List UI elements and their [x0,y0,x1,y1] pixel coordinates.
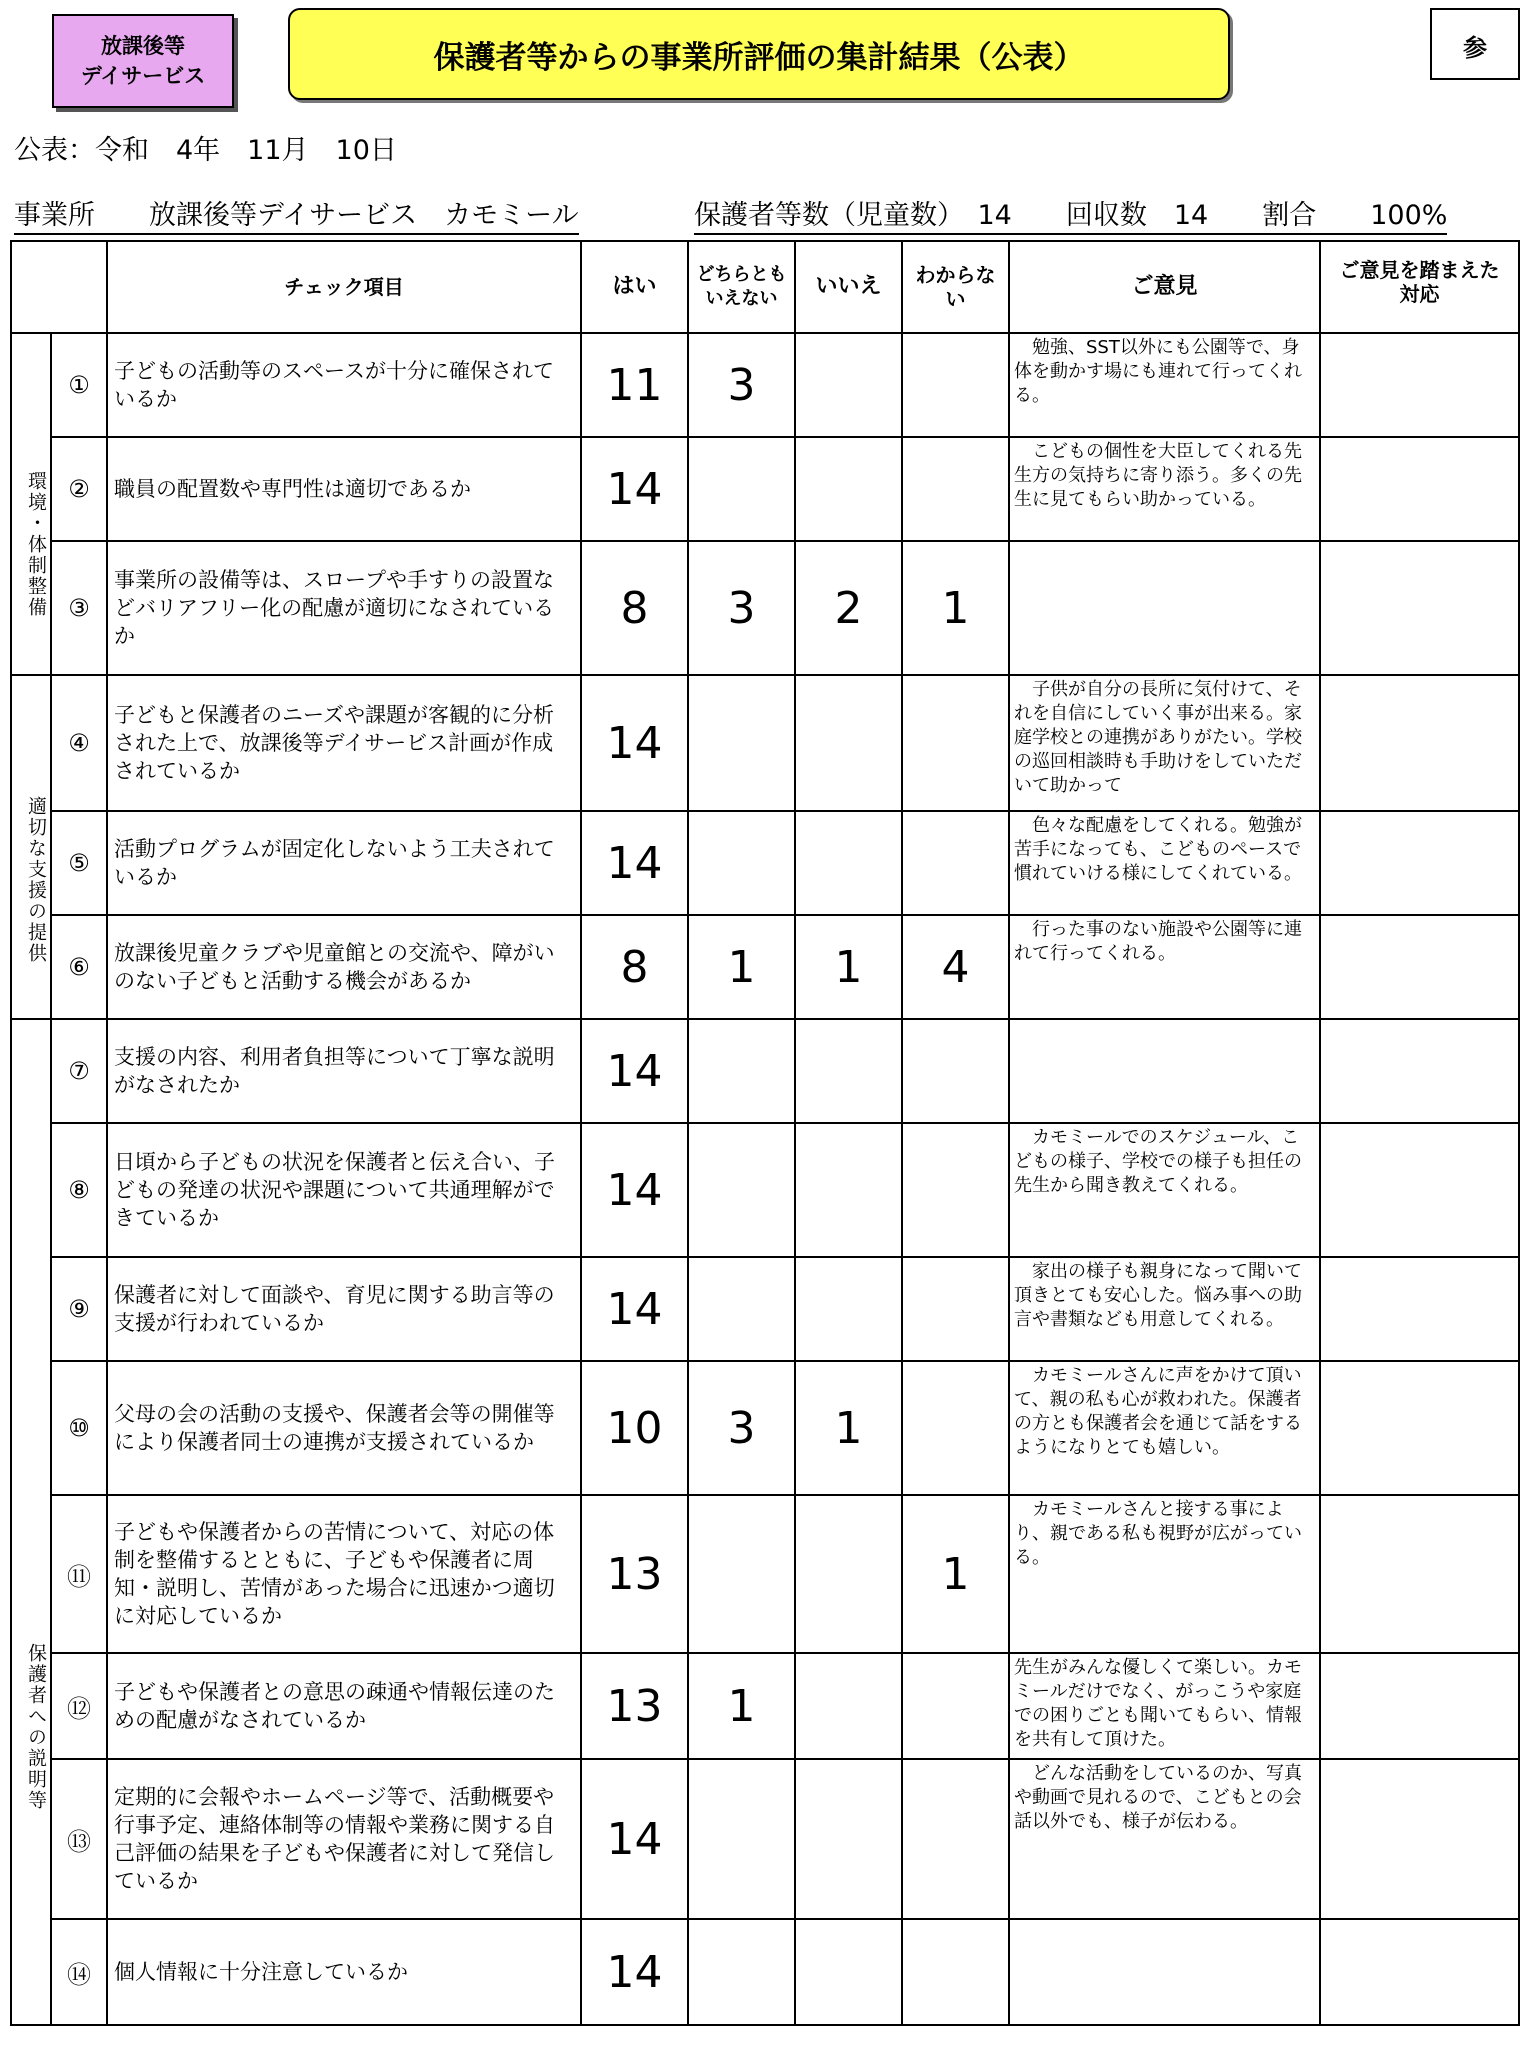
count-neither [688,1257,795,1361]
check-item: 支援の内容、利用者負担等について丁寧な説明がなされたか [107,1019,581,1123]
count-yes: 14 [581,1123,688,1257]
opinion-text: こどもの個性を大臣してくれる先生方の気持ちに寄り添う。多くの先生に見てもらい助かっている。 [1014,441,1302,510]
count-no [795,437,902,541]
table-row [11,915,1519,1019]
count-no: 1 [795,1361,902,1495]
evaluation-table [10,240,1520,2026]
count-neither [688,437,795,541]
count-yes: 14 [581,437,688,541]
response-cell [1320,1919,1519,2025]
row-number: ⑪ [51,1495,107,1653]
row-number: ⑭ [51,1919,107,2025]
count-unknown: 1 [902,1495,1009,1653]
opinion-cell [1009,437,1320,541]
opinion-cell [1009,1759,1320,1919]
response-cell [1320,437,1519,541]
table-row [11,1123,1519,1257]
header-neither [688,241,795,333]
opinion-text: カモミールでのスケジュール、こどもの様子、学校での様子も担任の先生から聞き教えてくれる。 [1014,1127,1302,1196]
table-row [11,1257,1519,1361]
response-cell [1320,1495,1519,1653]
count-no [795,1123,902,1257]
header-unknown-line2: い [945,287,966,311]
count-yes: 10 [581,1361,688,1495]
count-neither [688,1759,795,1919]
office-name: 事業所 放課後等デイサービス カモミール [14,193,579,235]
opinion-text: 家出の様子も親身になって聞いて頂きとても安心した。悩み事への助言や書類なども用意してくれる。 [1014,1261,1302,1330]
table-row [11,1653,1519,1759]
count-neither: 3 [688,1361,795,1495]
check-item: 職員の配置数や専門性は適切であるか [107,437,581,541]
table-row [11,541,1519,675]
header-neither-line1: どちらとも [696,264,787,285]
opinion-text: 勉強、SST以外にも公園等で、身体を動かす場にも連れて行ってくれる。 [1014,337,1302,406]
opinion-text: 子供が自分の長所に気付けて、それを自信にしていく事が出来る。家庭学校との連携がありがたい。学校の巡回相談時も手助けをしていただいて助かって [1014,679,1302,796]
opinion-cell [1009,1495,1320,1653]
count-unknown [902,1123,1009,1257]
count-no [795,811,902,915]
count-unknown: 1 [902,541,1009,675]
response-cell [1320,333,1519,437]
header-opinion: ご意見 [1009,241,1320,333]
header-yes: はい [581,241,688,333]
count-unknown [902,1653,1009,1759]
check-item: 子どもと保護者のニーズや課題が客観的に分析された上で、放課後等デイサービス計画が作成されているか [107,675,581,811]
count-yes: 14 [581,675,688,811]
check-item: 子どもや保護者との意思の疎通や情報伝達のための配慮がなされているか [107,1653,581,1759]
opinion-text: カモミールさんと接する事により、親である私も視野が広がっている。 [1014,1499,1302,1568]
count-yes: 13 [581,1653,688,1759]
count-neither: 3 [688,541,795,675]
header-row [11,241,1519,333]
response-cell [1320,1257,1519,1361]
response-counts: 保護者等数（児童数） 14 回収数 14 割合 100% [694,193,1447,235]
count-yes: 14 [581,1019,688,1123]
header-response-line1: ご意見を踏まえた [1339,258,1500,282]
count-neither [688,1019,795,1123]
response-cell [1320,915,1519,1019]
count-unknown [902,333,1009,437]
response-cell [1320,1019,1519,1123]
response-cell [1320,675,1519,811]
count-no [795,333,902,437]
table-row [11,437,1519,541]
count-unknown [902,1919,1009,2025]
check-item: 保護者に対して面談や、育児に関する助言等の支援が行われているか [107,1257,581,1361]
count-no [795,675,902,811]
count-neither [688,1919,795,2025]
opinion-cell [1009,675,1320,811]
response-cell [1320,1653,1519,1759]
check-item: 子どもの活動等のスペースが十分に確保されているか [107,333,581,437]
count-yes: 8 [581,541,688,675]
header-response-line2: 対応 [1399,282,1440,306]
count-unknown [902,811,1009,915]
count-unknown [902,437,1009,541]
opinion-cell [1009,1653,1320,1759]
check-item: 放課後児童クラブや児童館との交流や、障がいのない子どもと活動する機会があるか [107,915,581,1019]
category-guardian: 保護者への説明等 [11,1019,51,2025]
count-unknown [902,1759,1009,1919]
table-row [11,1019,1519,1123]
count-yes: 14 [581,1919,688,2025]
opinion-text: 先生がみんな優しくて楽しい。カモミールだけでなく、がっこうや家庭での困りごとも聞いてもらい、情報を共有して頂けた。 [1014,1657,1302,1750]
row-number: ② [51,437,107,541]
check-item: 定期的に会報やホームページ等で、活動概要や行事予定、連絡体制等の情報や業務に関する自己評価の結果を子どもや保護者に対して発信しているか [107,1759,581,1919]
count-no [795,1919,902,2025]
opinion-cell [1009,1361,1320,1495]
count-no [795,1653,902,1759]
table-row [11,1495,1519,1653]
response-cell [1320,1123,1519,1257]
opinion-cell [1009,811,1320,915]
count-no [795,1019,902,1123]
check-item: 個人情報に十分注意しているか [107,1919,581,2025]
category-support: 適切な支援の提供 [11,675,51,1019]
row-number: ⑫ [51,1653,107,1759]
opinion-cell [1009,1019,1320,1123]
count-neither: 1 [688,1653,795,1759]
count-yes: 13 [581,1495,688,1653]
row-number: ① [51,333,107,437]
badge-line1: 放課後等 [101,34,185,58]
response-cell [1320,541,1519,675]
table-row [11,1759,1519,1919]
table-row [11,675,1519,811]
count-neither [688,1123,795,1257]
reference-box: 参 [1430,8,1520,80]
opinion-text: 行った事のない施設や公園等に連れて行ってくれる。 [1014,919,1302,964]
count-yes: 14 [581,1257,688,1361]
header-no: いいえ [795,241,902,333]
row-number: ⑬ [51,1759,107,1919]
row-number: ④ [51,675,107,811]
check-item: 子どもや保護者からの苦情について、対応の体制を整備するとともに、子どもや保護者に周知・説明し、苦情があった場合に迅速かつ適切に対応しているか [107,1495,581,1653]
header-item: チェック項目 [107,241,581,333]
table-row [11,1361,1519,1495]
count-unknown [902,1257,1009,1361]
count-neither: 3 [688,333,795,437]
count-yes: 8 [581,915,688,1019]
count-neither: 1 [688,915,795,1019]
count-no [795,1759,902,1919]
row-number: ⑧ [51,1123,107,1257]
count-yes: 14 [581,811,688,915]
count-no [795,1495,902,1653]
opinion-text: カモミールさんに声をかけて頂いて、親の私も心が救われた。保護者の方とも保護者会を通じて話をするようになりとても嬉しい。 [1014,1365,1302,1458]
row-number: ⑦ [51,1019,107,1123]
opinion-cell [1009,1257,1320,1361]
count-neither [688,1495,795,1653]
check-item: 日頃から子どもの状況を保護者と伝え合い、子どもの発達の状況や課題について共通理解ができているか [107,1123,581,1257]
check-item: 活動プログラムが固定化しないよう工夫されているか [107,811,581,915]
count-unknown [902,1019,1009,1123]
header-response [1320,241,1519,333]
response-cell [1320,1759,1519,1919]
row-number: ⑤ [51,811,107,915]
count-unknown [902,1361,1009,1495]
count-no [795,1257,902,1361]
row-number: ⑩ [51,1361,107,1495]
table-row [11,811,1519,915]
opinion-cell [1009,1919,1320,2025]
check-item: 父母の会の活動の支援や、保護者会等の開催等により保護者同士の連携が支援されているか [107,1361,581,1495]
table-row [11,1919,1519,2025]
count-yes: 11 [581,333,688,437]
page-title: 保護者等からの事業所評価の集計結果（公表） [288,8,1230,100]
row-number: ⑥ [51,915,107,1019]
count-no: 1 [795,915,902,1019]
opinion-text: 色々な配慮をしてくれる。勉強が苦手になっても、こどものペースで慣れていける様にしてくれている。 [1014,815,1302,884]
opinion-cell [1009,333,1320,437]
service-type-badge [52,14,234,108]
count-neither [688,811,795,915]
count-neither [688,675,795,811]
header-blank [11,241,107,333]
header-neither-line2: いえない [705,288,778,309]
row-number: ⑨ [51,1257,107,1361]
count-unknown: 4 [902,915,1009,1019]
publish-date: 公表：令和 4年 11月 10日 [14,135,397,166]
response-cell [1320,811,1519,915]
opinion-cell [1009,541,1320,675]
table-row [11,333,1519,437]
header-unknown-line1: わからな [915,263,996,287]
badge-line2: デイサービス [80,64,206,88]
opinion-cell [1009,1123,1320,1257]
row-number: ③ [51,541,107,675]
count-yes: 14 [581,1759,688,1919]
category-environment: 環境・体制整備 [11,333,51,675]
response-cell [1320,1361,1519,1495]
check-item: 事業所の設備等は、スロープや手すりの設置などバリアフリー化の配慮が適切になされているか [107,541,581,675]
count-unknown [902,675,1009,811]
opinion-text: どんな活動をしているのか、写真や動画で見れるので、こどもとの会話以外でも、様子が伝わる。 [1014,1763,1302,1832]
count-no: 2 [795,541,902,675]
header-unknown [902,241,1009,333]
opinion-cell [1009,915,1320,1019]
